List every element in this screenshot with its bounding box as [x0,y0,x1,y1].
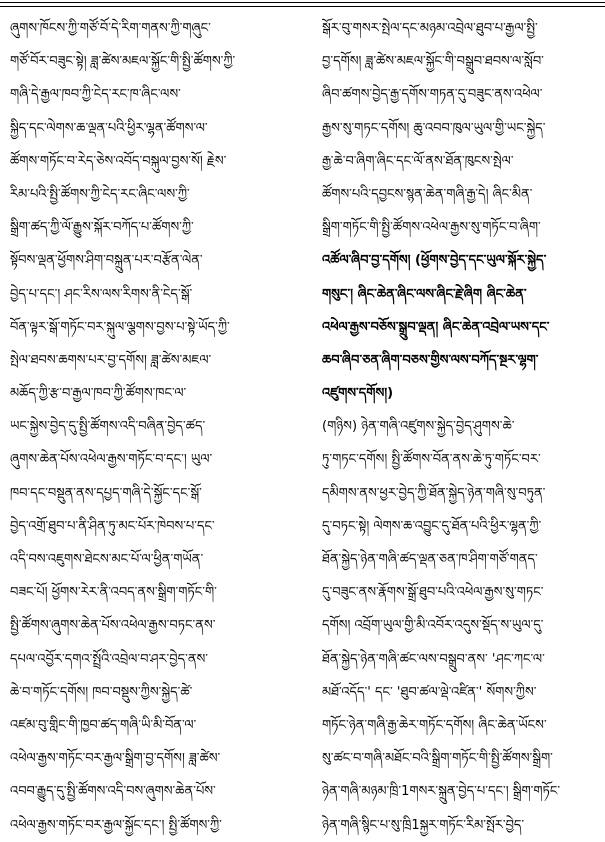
text-line: བྱེད་པ་དང་། ཤང་རིས་ལས་རིགས་ནི་ངེད་སྒོ་ [10,286,193,302]
text-line: བོན་ལྟར་སྒོ་གཏོང་བར་སྐུལ་ལྕགས་བྱས་པ་སྟེ་ཡོད་ཀྱི་ [10,319,230,335]
text-line: དགོས། འབྲོག་ཡུལ་གྱི་མི་འབོར་འདུས་སྡོད་ས་ཡུལ་དུ་ [322,618,544,634]
right-column [322,12,590,842]
text-line: གསུང་། ཞིང་ཆེན་ཞིང་ལས་ཞིང་རྗེ་ཞིག ཞིང་ཆེན་ [322,286,527,302]
top-rule-inner [0,6,605,7]
text-line: ཉེན་གཞི་མཉམ་ཁྲི་1གསར་སྐྲུན་བྱེད་པ་དང་། སྒྲིག་གཏོང་ [322,784,561,800]
text-line: (གཉིས) ཉེན་གཞི་འཛུགས་སྐྱེད་བྱེད་ཤུགས་ཆེ་ [322,419,515,435]
text-line: ཐོན་སྐྱེད་ཉེན་གཞི་ཚང་ལས་བསྒྲུབ་ནས་ 'ཤང་ཀང་ལ་ [322,651,545,667]
text-line: མཆོད་ཀྱི་རྩ་བ་རྒྱལ་ཁབ་ཀྱི་ཚོགས་ཁང་ལ་ [10,386,187,402]
text-line: འཚོལ་ཞིབ་བྱ་དགོས། (ཕྱོགས་བྱེད་དང་ཡུལ་སྐོར་སྐྱེད་ [322,253,547,269]
text-line: སུ་ཚང་བ་གཞི་མཐོང་བའི་སྒྲིག་གཏོང་གི་སྤྱི་ཚོགས་སྒྲིག་ [322,751,553,767]
text-line: སྐྱིད་དང་ལེགས་ཆ་ལྡན་པའི་ཕྱིར་ལྷན་ཚོགས་ལ་ [10,120,208,136]
text-line: ཆབ་ཞིབ་ཅན་ཞིག་བཅས་གྱིས་ལས་བཀོད་སྔར་ལྷག་ [322,352,539,368]
text-line: དམིགས་ནས་ཕྱར་བྱེད་ཀྱི་ཐོན་སྐྱེད་ཉེན་གཞི་སུ་བཏུན་ [322,485,546,501]
text-line: འཕེལ་རྒྱས་གཏོང་བར་རྒྱལ་སྐྱོང་དང་། སྤྱི་ཚོགས་ཀྱི་ [10,817,222,833]
text-line: འདི་བས་འཇུགས་ཐེངས་མང་པོ་ལ་ཕྱིན་གཡོན་ [10,552,204,567]
text-line: ཞིབ་ཚགས་བྱེད་རྒྱ་དགོས་གཏན་དུ་བཟུང་ནས་འཕེལ་ [322,87,543,103]
text-line: གཞི་དེ་རྒྱལ་ཁབ་ཀྱི་ངེད་རང་ཁ་ཞིང་ལས་ [10,87,181,103]
text-line: སྟོབས་ལྡན་ཕྱོགས་ཤིག་བསྐྲུན་པར་བརྩོན་ལེན་ [10,253,203,269]
text-line: དུ་བཏང་སྟེ། ལེགས་ཆ་འབྱུང་དུ་ཐོན་པའི་ཕྱིར་ལྷན་ཀྱི་ [322,518,542,534]
text-line: ཡང་སྐྱེས་བྱེད་དུ་སྤྱི་ཚོགས་འདི་བཞིན་བྱེད་ཚད་ [10,419,206,435]
text-line: ཐོན་སྐྱེད་ཉེན་གཞི་ཚད་ལྡན་ཅན་ཁ་ཤིག་གཙོ་གནད་ [322,552,538,567]
text-line: དུ་བཟུང་ནས་རྣོགས་སྒྲོ་ཐུབ་པའི་འཕེལ་རྒྱས་སུ་གཏང་ [322,585,544,601]
top-rule-outer [0,2,605,3]
text-line: ཚོགས་གཏོང་བ་རེད་ཅེས་འབོད་བསྐུལ་བྱས་སོ། རྗེས་ [10,153,227,169]
text-line: གཏོང་ཉེན་གཞི་རྒྱ་ཆེར་གཏོང་དགོས། ཞིང་ཆེན་ཡོངས་ [322,717,547,733]
text-line: འཛམ་བུ་གླིང་གི་ཁྱབ་ཚད་གཞི་ཡི་མི་བོན་ལ་ [10,717,197,733]
text-line: བཟང་པོ། ཕྱོགས་རེར་ནི་འབད་ནས་སྒྲིག་གཏོང་གི་ [10,585,217,601]
text-line: རིམ་པའི་སྤྱི་ཚོགས་ཀྱི་ངེད་རང་ཞིང་ལས་ཀྱི་ [10,186,190,202]
text-line: སྒྲིག་ཚད་ཀྱི་ལོ་རྒྱུས་སྐོར་བཀོད་པ་ཚོགས་ཀྱི་ [10,220,194,236]
text-line: རྒྱ་ཆེ་བ་ཞིག་ཞིང་དང་ལོ་ནས་ཐོན་ཁུངས་སྤེལ་ [322,153,514,169]
text-line: སྤྱི་ཚོགས་ཞུགས་ཆེན་པོས་འཕེལ་རྒྱས་བཏང་ནས་ [10,618,216,634]
text-line: ཞུགས་ཆེན་པོས་འཕེལ་རྒྱས་གཏོང་བ་དང་། ཡུལ་ [10,452,213,468]
text-line: མཐོ་འདོད་' དང་ 'ཐུབ་ཚལ་ལྡེ་འཛིན་' སོགས་ཀྱིས་ [322,684,537,700]
text-line: ཞུགས་ཁོངས་ཀྱི་གཙོ་བོ་དེ་རིག་གནས་ཀྱི་གཞུང་ [10,21,211,36]
text-line: བྱ་དགོས། ཟླ་ཚེས་མཇལ་སྐྱོང་གི་བསྒྲུབ་ཐབས་ལ་སློབ་ [322,54,544,70]
text-line: ཏུ་གཏང་དགོས། སྤྱི་ཚོགས་བོན་ནས་ཆེ་ཏུ་གཏོང་བར་ [322,452,541,468]
text-line: བྱེད་འགྲོ་ཐུབ་པ་ནི་ཤིན་ཏུ་མང་པོར་ཁེབས་པ་དང་ [10,518,215,534]
left-column [10,12,278,842]
text-line: འབབ་རྒྱུད་དུ་སྤྱི་ཚོགས་འདི་བས་ཞུགས་ཆེན་པོས་ [10,784,216,800]
text-line: སྤེལ་ཐབས་ཆགས་པར་བྱ་དགོས། ཟླ་ཚེས་མཇལ་ [10,352,212,368]
text-line: འཕེལ་རྒྱས་བཅོས་སྒྲུབ་ལྡན། ཞིང་ཆེན་འབྲེལ་ཡས་དང་ [322,319,550,335]
text-line: སྒྲིག་གཏོང་གི་སྤྱི་ཚོགས་འཕེལ་རྒྱས་སུ་གཏོང་བ་ཞིག་ [322,220,541,236]
text-line: སྒོར་བུ་གསར་སྤེལ་དང་མཉམ་འབྲེལ་ཐུབ་པ་རྒྱལ་སྤྱི་ [322,21,538,36]
text-line: ཁབ་དང་བསྡུན་ནས་དཔྱད་གཞི་དེ་སྐྱོང་དང་སྒོ་ [10,485,202,501]
text-line: ཚོགས་པའི་དབྱངས་སྙན་ཆེན་གཞི་རྒྱ་དེ། ཞིང་མིན་ [322,186,533,202]
text-line: དཔལ་འབྱོར་དགའ་སྤྲོའི་འབྲེལ་བ་ཤར་བྱེད་ནས་ [10,651,209,667]
text-line: ཆེ་བ་གཏོང་དགོས། ཁབ་བསྡུས་ཀྱིས་སྐྱེད་ཚེ་ [10,684,193,700]
text-line: འཛུགས་དགོས།) [322,386,394,402]
text-line: རྒྱས་སུ་གཏང་དགོས། ཆུ་འབབ་ཁུལ་ཡུལ་གྱི་ཡང་སྐྱེད་ [322,120,546,136]
text-line: ཉེན་གཞི་སྙིང་པ་སུ་ཁྲི1སྐྱར་གཏོང་རིམ་སྤོར་བྱེད་ [322,817,525,833]
text-line: གཙོ་བོར་བཟུང་སྟེ། ཟླ་ཚེས་མཇལ་སྐྱོང་གི་སྤྱི་ཚོགས་ཀྱི་ [10,54,236,70]
text-line: འཕེལ་རྒྱས་གཏོང་བར་རྒྱལ་སྒྲིག་བྱ་དགོས། ཟླ་ཚེས་ [10,751,221,767]
